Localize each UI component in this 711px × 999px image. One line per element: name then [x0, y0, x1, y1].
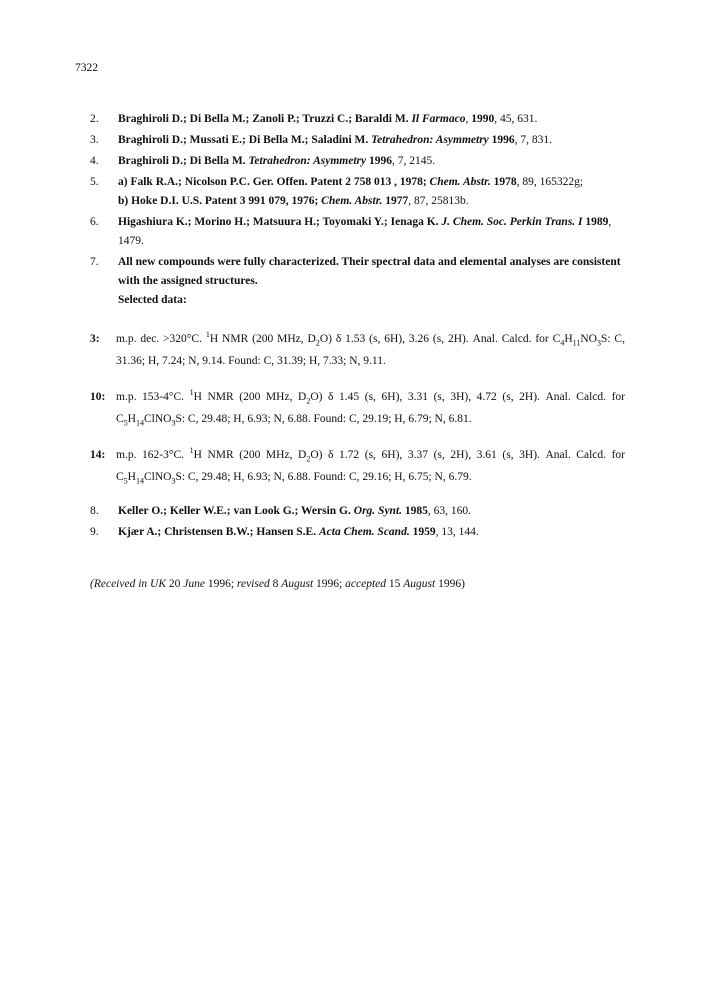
- text-run: 1996): [435, 578, 465, 590]
- text-run: Keller O.; Keller W.E.; van Look G.; Wersin G.: [118, 505, 354, 517]
- compound-data: [90, 386, 625, 430]
- text-run: 1989: [585, 216, 609, 228]
- reference-number: 8.: [90, 505, 99, 517]
- compound-data: [90, 444, 625, 488]
- text-run: Braghiroli D.; Mussati E.; Di Bella M.; Saladini M.: [118, 134, 372, 146]
- references-list: [90, 110, 625, 544]
- received-dates-line: [90, 578, 465, 590]
- compound-label: 3:: [90, 333, 100, 345]
- text-run: Acta Chem. Scand.: [318, 526, 410, 538]
- selected-data-block: [90, 328, 625, 488]
- text-run: 1996: [368, 155, 392, 167]
- compound-data: [90, 328, 625, 372]
- text-run: Org. Synt.: [353, 505, 403, 517]
- reference-number: 7.: [90, 256, 99, 268]
- reference-item: [90, 110, 625, 129]
- text-run: Chem. Abstr.: [321, 195, 383, 207]
- reference-item: [90, 253, 625, 310]
- text-run: 1959: [412, 526, 436, 538]
- text-run: 1996;: [204, 578, 237, 590]
- reference-line: [118, 173, 625, 192]
- reference-item: [90, 173, 625, 211]
- text-run: , 7, 2145.: [391, 155, 436, 167]
- text-run: 15: [386, 578, 404, 590]
- reference-number: 5.: [90, 176, 99, 188]
- text-run: 1996: [491, 134, 515, 146]
- text-run: Tetrahedron: Asymmetry: [248, 155, 367, 167]
- text-run: , 7, 831.: [514, 134, 553, 146]
- reference-number: 9.: [90, 526, 99, 538]
- compound-description: m.p. 153-4°C. $^1$H NMR (200 MHz, $D_2O$) δ 1.45 (s, 6H), 3.31 (s, 3H), 4.72 (s, 2H). Anal. Calcd. for $C_5H_{14}ClNO_3S$: C, 29.48; H, 6.93; N, 6.88. Found: C, 29.19; H, 6.79; N, 6.81.: [116, 388, 625, 428]
- reference-item: [90, 213, 625, 251]
- text-run: , 87, 25813b.: [408, 195, 469, 207]
- text-run: Il Farmaco: [411, 113, 466, 125]
- text-run: , 63, 160.: [427, 505, 472, 517]
- text-run: , 89, 165322g;: [516, 176, 584, 188]
- text-run: 1990: [471, 113, 495, 125]
- references-bottom: [90, 502, 625, 542]
- text-run: August: [403, 578, 436, 590]
- text-run: J. Chem. Soc. Perkin Trans. I: [441, 216, 583, 228]
- text-run: Braghiroli D.; Di Bella M.; Zanoli P.; Truzzi C.; Baraldi M.: [118, 113, 412, 125]
- text-run: , 13, 144.: [435, 526, 479, 538]
- compound-description: m.p. dec. >320°C. $^1$H NMR (200 MHz, $D_2O$) δ 1.53 (s, 6H), 3.26 (s, 2H). Anal. Calcd. for $C_4H_{11}NO_3S$: C, 31.36; H, 7.24; N, 9.14. Found: C, 31.39; H, 7.33; N, 9.11.: [116, 330, 625, 367]
- text-run: All new compounds were fully characterized. Their spectral data and elemental analyses are consistent with the assigned structures.: [118, 256, 621, 287]
- text-run: revised: [236, 578, 270, 590]
- text-run: Selected data:: [118, 294, 187, 306]
- text-run: 1977: [385, 195, 409, 207]
- text-run: Braghiroli D.; Di Bella M.: [118, 155, 249, 167]
- text-run: Chem. Abstr.: [429, 176, 491, 188]
- reference-number: 2.: [90, 113, 99, 125]
- compound-label: 10:: [90, 391, 106, 403]
- reference-item: [90, 131, 625, 150]
- text-run: , 45, 631.: [494, 113, 538, 125]
- text-run: 1996;: [313, 578, 346, 590]
- reference-line: [118, 291, 625, 310]
- text-run: a) Falk R.A.; Nicolson P.C. Ger. Offen. Patent 2 758 013 , 1978;: [118, 176, 430, 188]
- reference-number: 6.: [90, 216, 99, 228]
- text-run: Kjær A.; Christensen B.W.; Hansen S.E.: [118, 526, 319, 538]
- reference-item: [90, 152, 625, 171]
- reference-item: [90, 502, 625, 521]
- text-run: b) Hoke D.I. U.S. Patent 3 991 079, 1976;: [118, 195, 322, 207]
- text-run: , 1479.: [118, 216, 612, 247]
- text-run: 1978: [493, 176, 517, 188]
- compound-description: m.p. 162-3°C. $^1$H NMR (200 MHz, $D_2O$) δ 1.72 (s, 6H), 3.37 (s, 2H), 3.61 (s, 3H). Anal. Calcd. for $C_5H_{14}ClNO_3S$: C, 29.48; H, 6.93; N, 6.88. Found: C, 29.16; H, 6.75; N, 6.79.: [116, 446, 625, 486]
- text-run: August: [281, 578, 314, 590]
- text-run: Higashiura K.; Morino H.; Matsuura H.; Toyomaki Y.; Ienaga K.: [118, 216, 442, 228]
- text-run: ,: [465, 113, 472, 125]
- page-number: 7322: [75, 62, 98, 74]
- text-run: accepted: [345, 578, 386, 590]
- text-run: Tetrahedron: Asymmetry: [371, 134, 489, 146]
- references-top: [90, 110, 625, 310]
- text-run: 20: [166, 578, 184, 590]
- reference-number: 3.: [90, 134, 99, 146]
- reference-line: [118, 192, 625, 211]
- reference-line: [118, 253, 625, 291]
- text-run: 1985: [404, 505, 428, 517]
- text-run: June: [183, 578, 205, 590]
- compound-label: 14:: [90, 449, 106, 461]
- reference-item: [90, 523, 625, 542]
- text-run: 8: [269, 578, 282, 590]
- reference-number: 4.: [90, 155, 99, 167]
- text-run: (Received in UK: [90, 578, 166, 590]
